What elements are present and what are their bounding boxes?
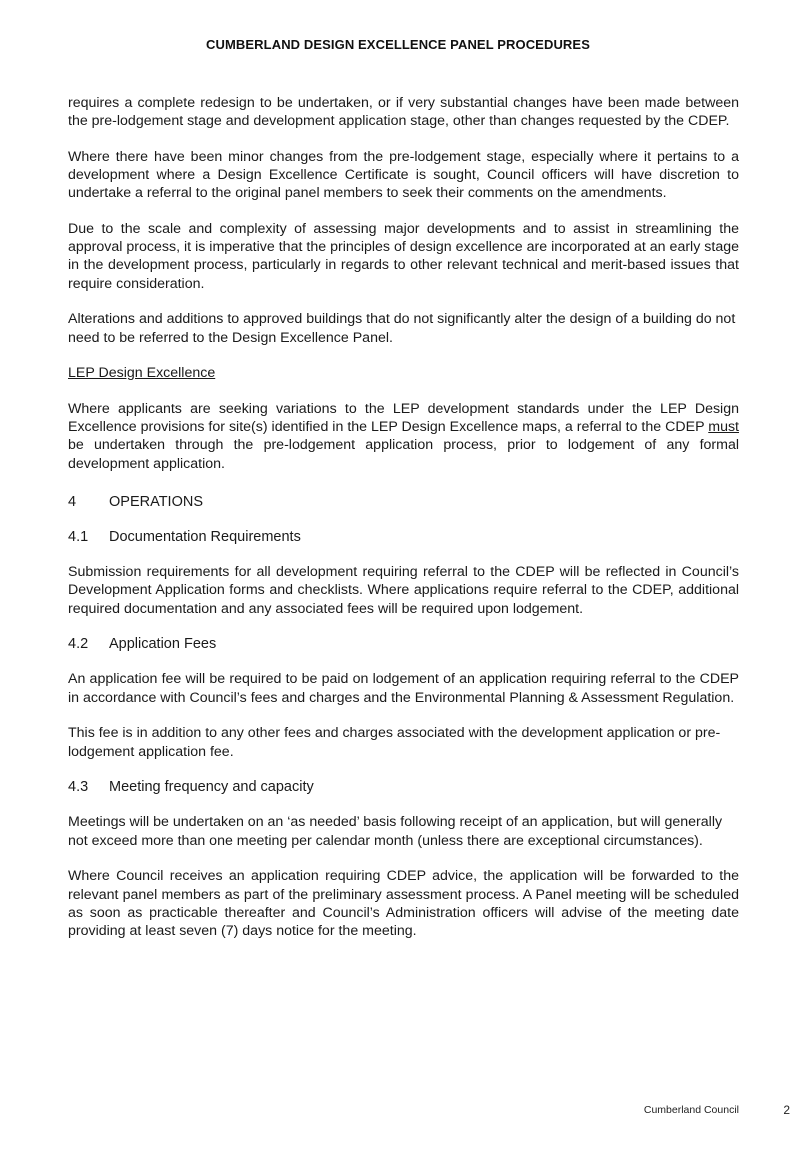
page-number: 2 — [783, 1103, 790, 1117]
subsection-number: 4.1 — [68, 528, 89, 545]
subsection-title: Meeting frequency and capacity — [109, 779, 314, 796]
section-title: OPERATIONS — [109, 493, 203, 510]
subsection-number: 4.2 — [68, 636, 89, 653]
paragraph: Alterations and additions to approved buildings that do not significantly alter the design of a building do not need to be referred to the Design Excellence Panel. — [68, 311, 736, 346]
footer-organization: Cumberland Council — [643, 1104, 739, 1116]
subheading-lep-design-excellence — [68, 364, 739, 382]
paragraph-text: be undertaken through the pre-lodgement application process, prior to lodgement of any formal development application. — [68, 437, 739, 472]
page-header: CUMBERLAND DESIGN EXCELLENCE PANEL PROCEDURES — [206, 37, 590, 52]
subsection-heading — [68, 635, 739, 653]
subsection-number: 4.3 — [68, 779, 89, 796]
subsection-heading — [68, 778, 739, 796]
paragraph-text: Where applicants are seeking variations to the LEP development standards under the LEP Design Excellence provisions for site(s) identified in the LEP Design Excellence maps, a referral to the CDEP — [68, 400, 739, 436]
subsection-title: Documentation Requirements — [109, 528, 301, 545]
paragraph: requires a complete redesign to be undertaken, or if very substantial changes have been made between the pre-lodgement stage and development application stage, other than changes requested by the CDEP. — [68, 95, 739, 130]
subsection-heading — [68, 528, 739, 546]
paragraph — [68, 400, 739, 473]
section-heading — [68, 493, 739, 511]
subheading-text: LEP Design Excellence — [68, 365, 216, 382]
paragraph: This fee is in addition to any other fees and charges associated with the development application or pre-lodgement application fee. — [68, 725, 721, 760]
page-content — [68, 94, 739, 958]
paragraph: Where there have been minor changes from the pre-lodgement stage, especially where it pertains to a development where a Design Excellence Certificate is sought, Council officers will have discretion to undertake a referral to the original panel members to seek their comments on the amendments. — [68, 148, 739, 202]
emphasis-text: must — [708, 419, 739, 436]
paragraph: Due to the scale and complexity of assessing major developments and to assist in streamlining the approval process, it is imperative that the principles of design excellence are incorporated at an early stage in the development process, particularly in regards to other relevant technical and merit-based issues that require consideration. — [68, 221, 739, 292]
paragraph: Submission requirements for all development requiring referral to the CDEP will be reflected in Council’s Development Application forms and checklists. Where applications require referral to the CDEP, additional required documentation and any associated fees will be required upon lodgement. — [68, 564, 739, 617]
subsection-title: Application Fees — [109, 636, 217, 653]
section-number: 4 — [68, 493, 77, 510]
paragraph: Where Council receives an application requiring CDEP advice, the application will be forwarded to the relevant panel members as part of the preliminary assessment process. A Panel meeting will be scheduled as soon as practicable thereafter and Council’s Administration officers will advise of the meeting date providing at least seven (7) days notice for the meeting. — [68, 868, 739, 939]
paragraph: An application fee will be required to be paid on lodgement of an application requiring referral to the CDEP in accordance with Council’s fees and charges and the Environmental Planning & Assessment Regulation. — [68, 671, 739, 706]
paragraph: Meetings will be undertaken on an ‘as needed’ basis following receipt of an application, but will generally not exceed more than one meeting per calendar month (unless there are exceptional circumstances). — [68, 814, 723, 849]
